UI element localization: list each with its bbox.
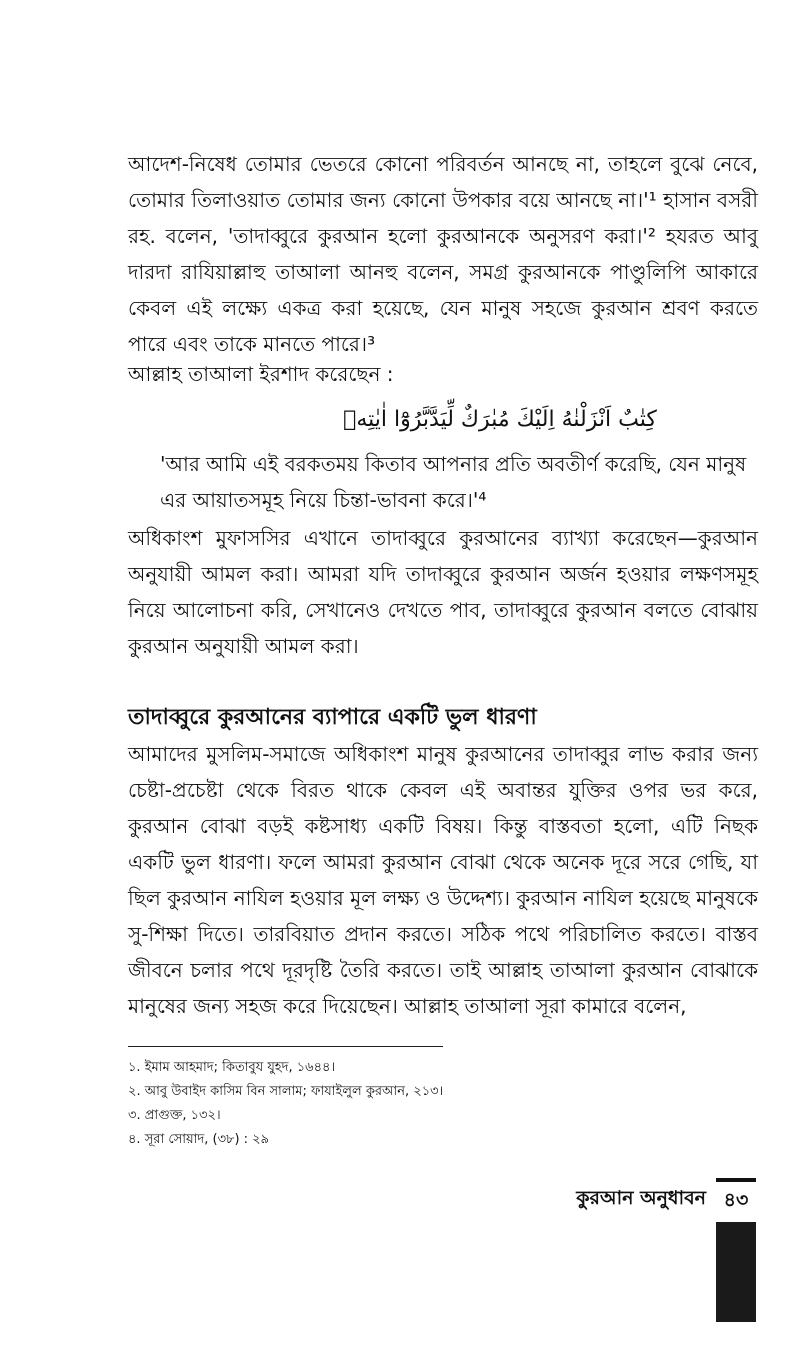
footnote-4: ৪. সূরা সোয়াদ, (৩৮) : ২৯	[128, 1132, 270, 1147]
page-number: ৪৩	[716, 1178, 756, 1218]
body-paragraph-3: অধিকাংশ মুফাসসির এখানে তাদাব্বুরে কুরআনের ব্যাখ্যা করেছেন—কুরআন অনুযায়ী আমল করা। আমরা যদি তাদাব্বুরে কুরআন অর্জন হওয়ার লক্ষণসমূহ নিয়ে আলোচনা করি, সেখানেও দেখতে পাব, তাদাব্বুরে কুরআন বলতে বোঝায় কুরআন অনুযায়ী আমল করা।	[128, 526, 758, 658]
footnotes-list	[128, 1056, 758, 1152]
footnote-2: ২. আবু উবাইদ কাসিম বিন সালাম; ফাযাইলুল কুরআন, ২১৩।	[128, 1084, 444, 1099]
body-paragraph-2: আল্লাহ তাআলা ইরশাদ করেছেন :	[128, 362, 394, 386]
footnote-1: ১. ইমাম আহমাদ; কিতাবুয যুহদ, ১৬৪৪।	[128, 1060, 336, 1075]
body-paragraph-4: আমাদের মুসলিম-সমাজে অধিকাংশ মানুষ কুরআনের তাদাব্বুর লাভ করার জন্য চেষ্টা-প্রচেষ্টা থেকে বিরত থাকে কেবল এই অবান্তর যুক্তির ওপর ভর করে, কুরআন বোঝা বড়ই কষ্টসাধ্য একটি বিষয়। কিন্তু বাস্তবতা হলো, এটি নিছক একটি ভুল ধারণা। ফলে আমরা কুরআন বোঝা থেকে অনেক দূরে সরে গেছি, যা ছিল কুরআন নাযিল হওয়ার মূল লক্ষ্য ও উদ্দেশ্য। কুরআন নাযিল হয়েছে মানুষকে সু-শিক্ষা দিতে। তারবিয়াত প্রদান করতে। সঠিক পথে পরিচালিত করতে। বাস্তব জীবনে চলার পথে দূরদৃষ্টি তৈরি করতে। তাই আল্লাহ তাআলা কুরআন বোঝাকে মানুষের জন্য সহজ করে দিয়েছেন। আল্লাহ তাআলা সূরা কামারে বলেন,	[128, 742, 758, 1018]
footnote-3: ৩. প্রাগুক্ত, ১৩২।	[128, 1108, 221, 1123]
body-paragraph-1: আদেশ-নিষেধ তোমার ভেতরে কোনো পরিবর্তন আনছে না, তাহলে বুঝে নেবে, তোমার তিলাওয়াত তোমার জন্য কোনো উপকার বয়ে আনছে না।'¹ হাসান বসরী রহ. বলেন, 'তাদাব্বুরে কুরআন হলো কুরআনকে অনুসরণ করা।'² হযরত আবু দারদা রাযিয়াল্লাহু তাআলা আনহু বলেন, সমগ্র কুরআনকে পাণ্ডুলিপি আকারে কেবল এই লক্ষ্যে একত্র করা হয়েছে, যেন মানুষ সহজে কুরআন শ্রবণ করতে পারে এবং তাকে মানতে পারে।³	[128, 152, 758, 356]
verse-translation-quote: 'আর আমি এই বরকতময় কিতাব আপনার প্রতি অবতীর্ণ করেছি, যেন মানুষ এর আয়াতসমূহ নিয়ে চিন্তা-ভাবনা করে।'⁴	[160, 452, 747, 512]
section-heading: তাদাব্বুরে কুরআনের ব্যাপারে একটি ভুল ধারণা	[128, 705, 537, 730]
thumb-index-tab	[716, 1222, 756, 1322]
running-footer-book-title: কুরআন অনুধাবন	[576, 1187, 706, 1209]
arabic-verse: كِتٰبٌ اَنْزَلْنٰهُ اِلَيْكَ مُبٰرَكٌ لِّيَدَّبَّرُوْٓا اٰيٰتِهٖ	[343, 407, 657, 432]
footnote-divider	[128, 1046, 443, 1047]
